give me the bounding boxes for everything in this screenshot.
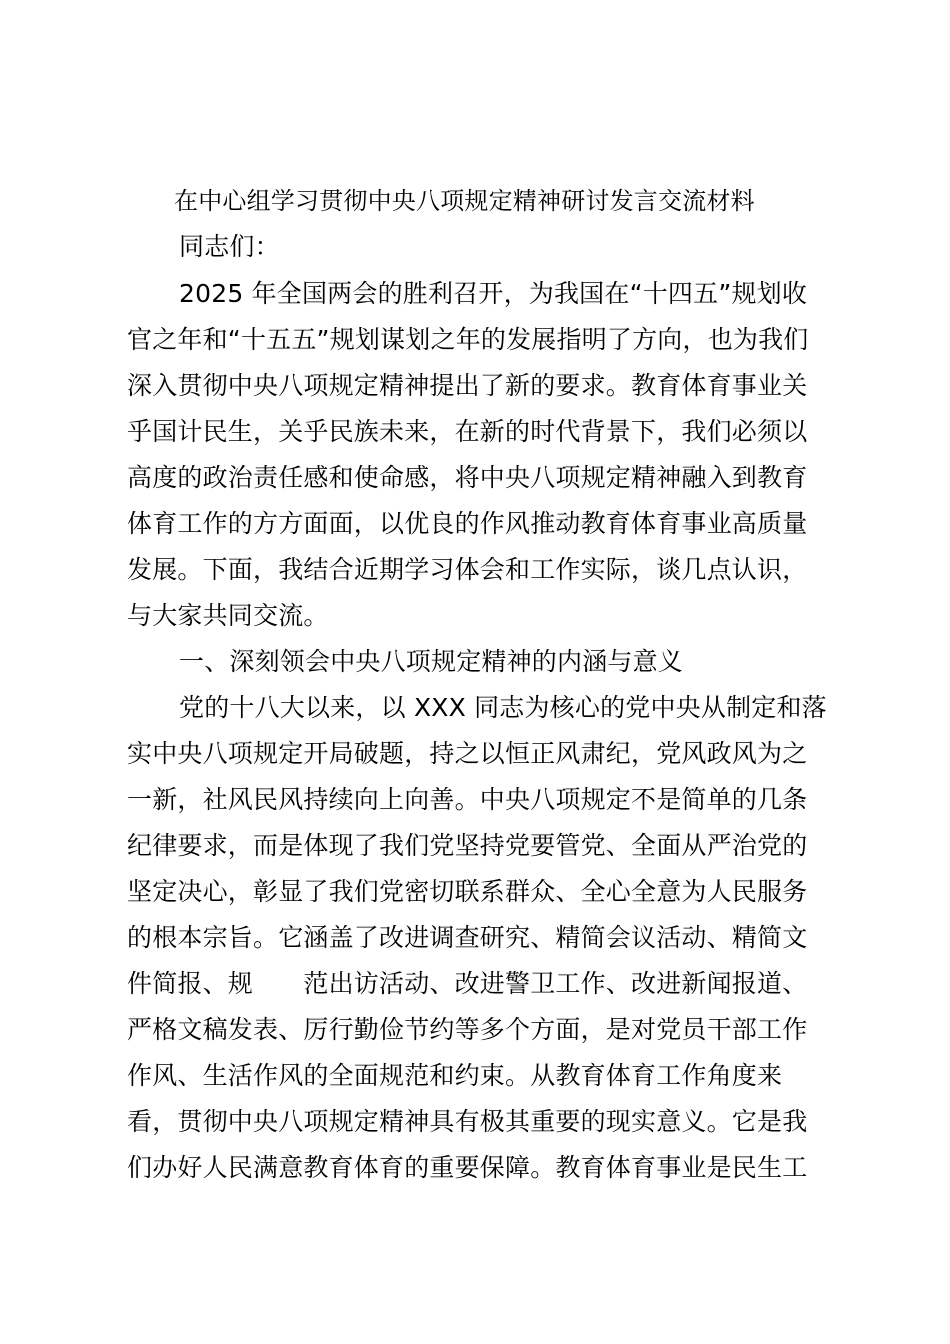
paragraph-line: 的根本宗旨。它涵盖了改进调查研究、精简会议活动、精简文 [127, 923, 808, 952]
paragraph-line: 实中央八项规定开局破题，持之以恒正风肃纪，党风政风为之 [127, 739, 808, 768]
paragraph-line: 乎国计民生，关乎民族未来，在新的时代背景下，我们必须以 [127, 417, 808, 446]
paragraph-line: 党的十八大以来，以 XXX 同志为核心的党中央从制定和落 [179, 693, 827, 722]
paragraph-line: 官之年和“十五五”规划谋划之年的发展指明了方向，也为我们 [127, 325, 809, 354]
paragraph-line: 看，贯彻中央八项规定精神具有极其重要的现实意义。它是我 [127, 1107, 808, 1136]
paragraph-line: 纪律要求，而是体现了我们党坚持党要管党、全面从严治党的 [127, 831, 808, 860]
paragraph-line: 体育工作的方方面面，以优良的作风推动教育体育事业高质量 [127, 509, 808, 538]
paragraph-line: 严格文稿发表、厉行勤俭节约等多个方面，是对党员干部工作 [127, 1015, 808, 1044]
salutation: 同志们： [179, 232, 280, 261]
document-title: 在中心组学习贯彻中央八项规定精神研讨发言交流材料 [174, 187, 755, 215]
paragraph-line: 深入贯彻中央八项规定精神提出了新的要求。教育体育事业关 [127, 371, 808, 400]
paragraph-line: 发展。下面，我结合近期学习体会和工作实际，谈几点认识， [127, 555, 808, 584]
paragraph-line: 与大家共同交流。 [127, 601, 329, 630]
paragraph-line: 们办好人民满意教育体育的重要保障。教育体育事业是民生工 [127, 1153, 808, 1182]
paragraph-line: 高度的政治责任感和使命感，将中央八项规定精神融入到教育 [127, 463, 808, 492]
section-heading: 一、深刻领会中央八项规定精神的内涵与意义 [179, 647, 684, 676]
paragraph-line: 作风、生活作风的全面规范和约束。从教育体育工作角度来 [127, 1061, 783, 1090]
paragraph-line: 2025 年全国两会的胜利召开，为我国在“十四五”规划收 [179, 279, 808, 308]
paragraph-line: 件简报、规 范出访活动、改进警卫工作、改进新闻报道、 [127, 969, 808, 998]
paragraph-line: 坚定决心，彰显了我们党密切联系群众、全心全意为人民服务 [127, 877, 808, 906]
paragraph-line: 一新，社风民风持续向上向善。中央八项规定不是简单的几条 [127, 785, 808, 814]
